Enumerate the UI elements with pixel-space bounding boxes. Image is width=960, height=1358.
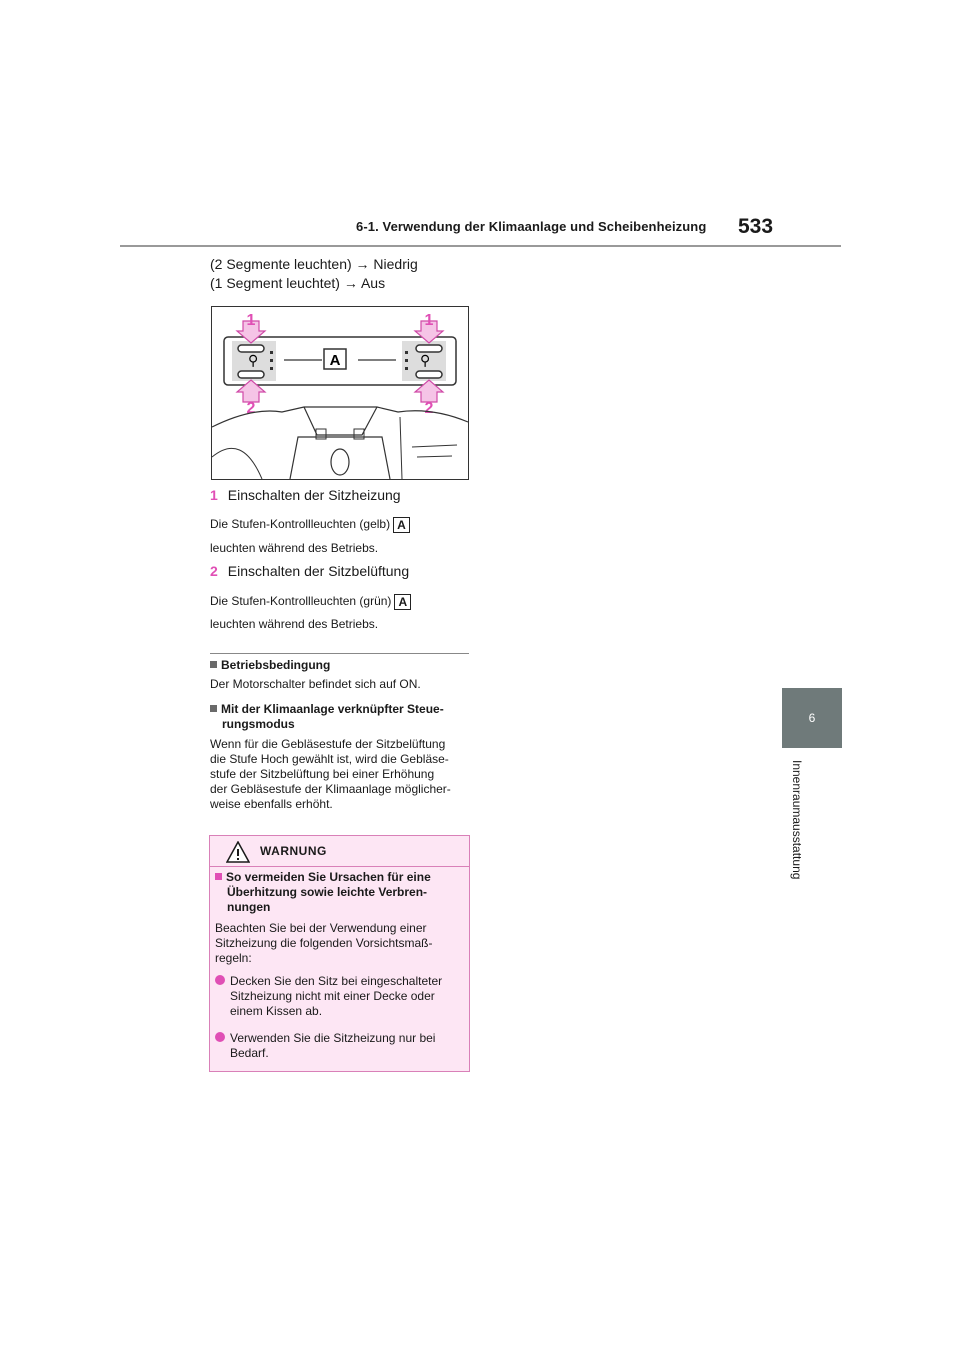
step-2-text: Einschalten der Sitzbelüftung	[227, 563, 410, 579]
warning-bullet-2	[215, 1031, 465, 1061]
step-2-desc: Die Stufen-Kontrollleuchten (grün)	[210, 594, 392, 609]
note-1-heading-text: Betriebsbedingung	[221, 658, 331, 672]
warning-intro-line: Sitzheizung die folgenden Vorsichtsmaß-	[215, 936, 433, 950]
warning-bullet-1-line	[215, 974, 465, 989]
warning-bullet-1-text: Decken Sie den Sitz bei eingeschalteter	[230, 974, 443, 988]
square-bullet-icon	[215, 873, 222, 880]
warning-heading-text: So vermeiden Sie Ursachen für eine	[226, 870, 431, 884]
callout-2-left: 2	[246, 400, 256, 417]
warning-intro	[215, 921, 465, 966]
step-1-desc-line-1	[210, 517, 410, 533]
note-2-heading-line-2: rungsmodus	[222, 717, 295, 731]
step-2-title	[210, 562, 409, 580]
page-number: 533	[738, 215, 774, 238]
seat-icon: ⚲	[248, 353, 259, 369]
warning-bullet-1-line: Sitzheizung nicht mit einer Decke oder	[230, 989, 435, 1003]
note-2-heading	[210, 702, 444, 717]
warning-bullet-2-line: Bedarf.	[230, 1046, 269, 1060]
warning-icon	[226, 841, 250, 863]
note-2-line: Wenn für die Gebläsestufe der Sitzbelüftung	[210, 737, 446, 751]
indicator-ref-a: A	[394, 594, 411, 610]
callout-2-right: 2	[424, 400, 434, 417]
note-2-line: weise ebenfalls erhöht.	[210, 797, 333, 811]
step-1-title	[210, 486, 401, 504]
seat-icon: ⚲	[420, 353, 431, 369]
chapter-title: Innenraumausstattung	[790, 760, 804, 880]
warning-bullet-1-line: einem Kissen ab.	[230, 1004, 323, 1018]
note-2-body	[210, 737, 451, 812]
warning-intro-line: Beachten Sie bei der Verwendung einer	[215, 921, 427, 935]
illustration-svg	[212, 307, 468, 479]
warning-title: WARNUNG	[260, 844, 327, 858]
square-bullet-icon	[210, 661, 217, 668]
note-2-line: stufe der Sitzbelüftung bei einer Erhöhung	[210, 767, 435, 781]
callout-1-right: 1	[424, 312, 434, 329]
note-1-heading	[210, 658, 330, 673]
step-2-number: 2	[210, 563, 218, 579]
header-divider	[120, 245, 841, 247]
indicator-ref-a: A	[393, 517, 410, 533]
label-a: A	[329, 352, 341, 369]
step-1-desc: Die Stufen-Kontrollleuchten (gelb)	[210, 517, 391, 532]
step-1-text: Einschalten der Sitzheizung	[227, 487, 401, 503]
warning-divider	[210, 866, 469, 867]
warning-heading	[215, 870, 465, 915]
note-2-line: der Gebläsestufe der Klimaanlage möglicher-	[210, 782, 451, 796]
note-1-text: Der Motorschalter befindet sich auf ON.	[210, 677, 421, 691]
section-divider	[210, 653, 469, 654]
warning-bullet-2-line	[215, 1031, 465, 1046]
step-1-desc-line-2: leuchten während des Betriebs.	[210, 541, 379, 555]
warning-heading-line-3: nungen	[227, 900, 271, 914]
chapter-tab	[782, 688, 842, 748]
note-2-line: die Stufe Hoch gewählt ist, wird die Gebläse-	[210, 752, 449, 766]
warning-bullet-2-text: Verwenden Sie die Sitzheizung nur bei	[230, 1031, 436, 1045]
warning-box	[209, 835, 470, 1072]
intro-line-2: (1 Segment leuchtet) → Aus	[210, 275, 386, 291]
step-1-number: 1	[210, 487, 218, 503]
note-2-heading-line-1: Mit der Klimaanlage verknüpfter Steue-	[221, 702, 444, 716]
step-2-desc-line-2: leuchten während des Betriebs.	[210, 617, 379, 631]
square-bullet-icon	[210, 705, 217, 712]
callout-1-left: 1	[246, 312, 256, 329]
step-2-desc-line-1	[210, 594, 411, 610]
bullet-dot-icon	[215, 1032, 225, 1042]
warning-intro-line: regeln:	[215, 951, 252, 965]
warning-header	[210, 836, 469, 866]
seat-control-illustration	[211, 306, 469, 480]
warning-bullet-1	[215, 974, 465, 1019]
bullet-dot-icon	[215, 975, 225, 985]
warning-heading-line-1	[215, 870, 465, 885]
warning-heading-line-2: Überhitzung sowie leichte Verbren-	[227, 885, 428, 899]
section-title: 6-1. Verwendung der Klimaanlage und Scheibenheizung	[356, 219, 707, 234]
chapter-number: 6	[808, 711, 816, 725]
intro-line-1: (2 Segmente leuchten) → Niedrig	[210, 256, 418, 272]
